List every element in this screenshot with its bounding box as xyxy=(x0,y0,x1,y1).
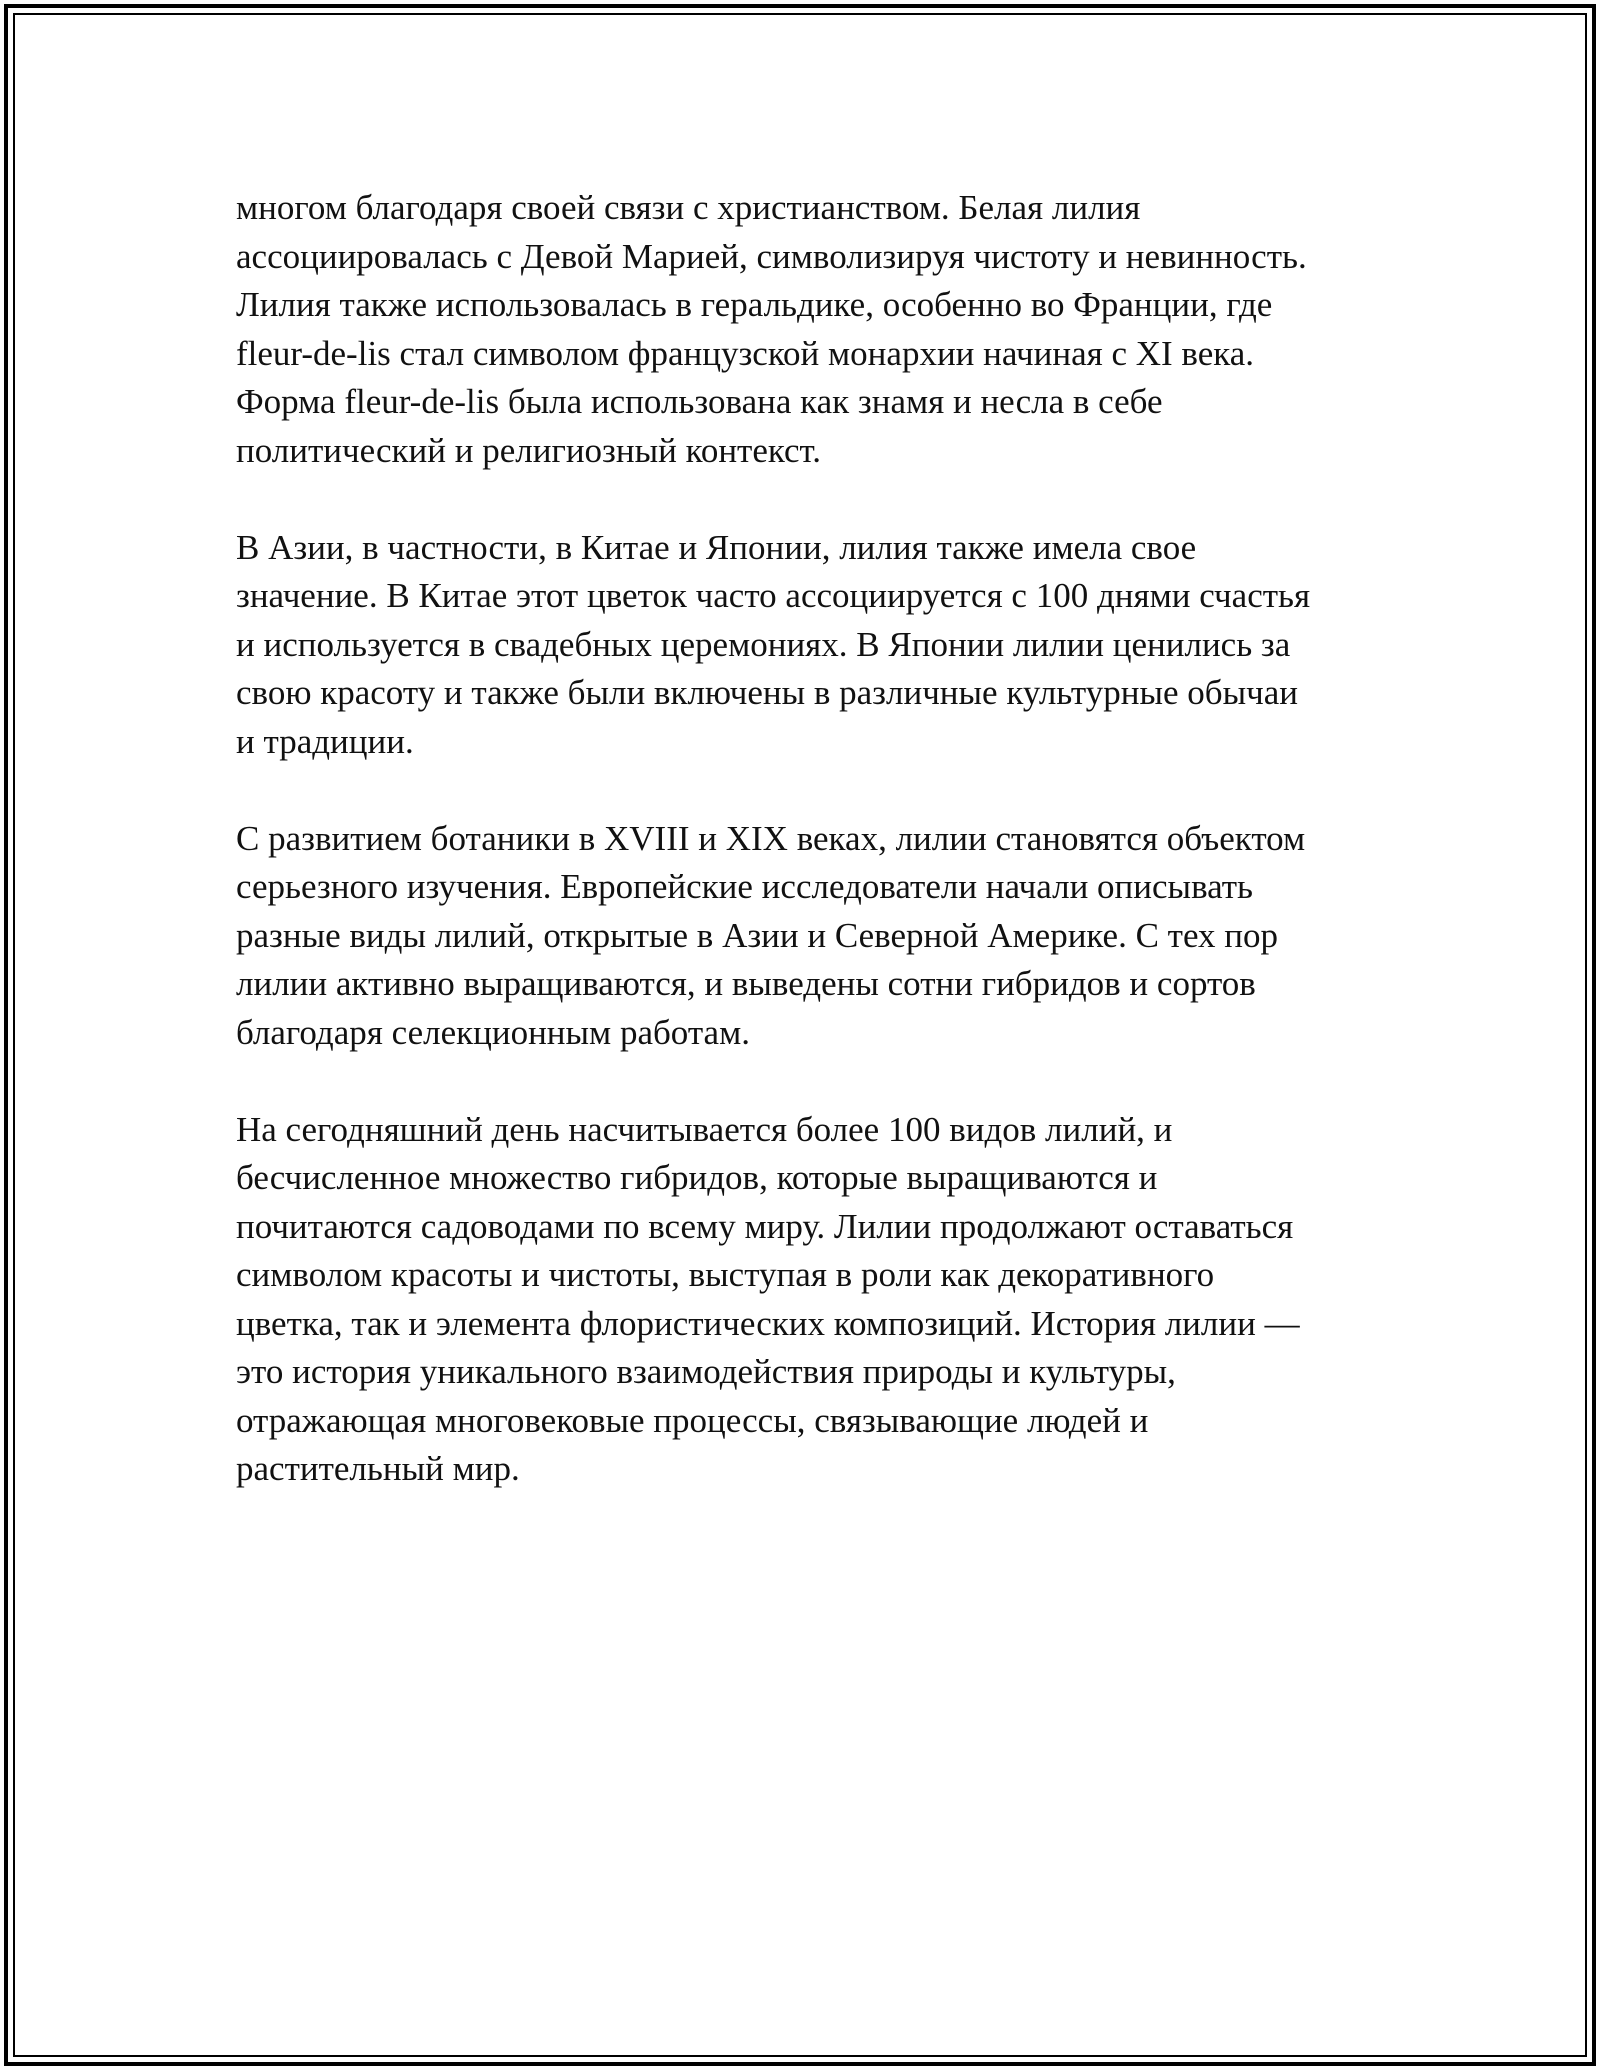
paragraph-lily-botany: С развитием ботаники в XVIII и XIX веках, лилии становятся объектом серьезного изучения. Европейские исследователи начали описывать разные виды лилий, открытые в Азии и Северной Америке. С тех пор лилии активно выращиваются, и выведены сотни гибридов и сортов благодаря селекционным работам. xyxy=(236,818,1306,1052)
paragraph-lily-christianity: многом благодаря своей связи с христианством. Белая лилия ассоциировалась с Девой Марией, символизируя чистоту и невинность. Лилия также использовалась в геральдике, особенно во Франции, где fleur-de-lis стал символом французской монархии начиная с XI века. Форма fleur-de-lis была использована как знамя и несла в себе политический и религиозный контекст. xyxy=(236,188,1307,470)
paragraph-lily-asia: В Азии, в частности, в Китае и Японии, лилия также имела свое значение. В Китае этот цветок часто ассоциируется с 100 днями счастья и используется в свадебных церемониях. В Японии лилии ценились за свою красоту и также были включены в различные культурные обычаи и традиции. xyxy=(236,527,1311,761)
document-body xyxy=(236,184,1386,1542)
paragraph-lily-today: На сегодняшний день насчитывается более 100 видов лилий, и бесчисленное множество гибридов, которые выращиваются и почитаются садоводами по всему миру. Лилии продолжают оставаться символом красоты и чистоты, выступая в роли как декоративного цветка, так и элемента флористических композиций. История лилии — это история уникального взаимодействия природы и культуры, отражающая многовековые процессы, связывающие людей и растительный мир. xyxy=(236,1109,1300,1488)
